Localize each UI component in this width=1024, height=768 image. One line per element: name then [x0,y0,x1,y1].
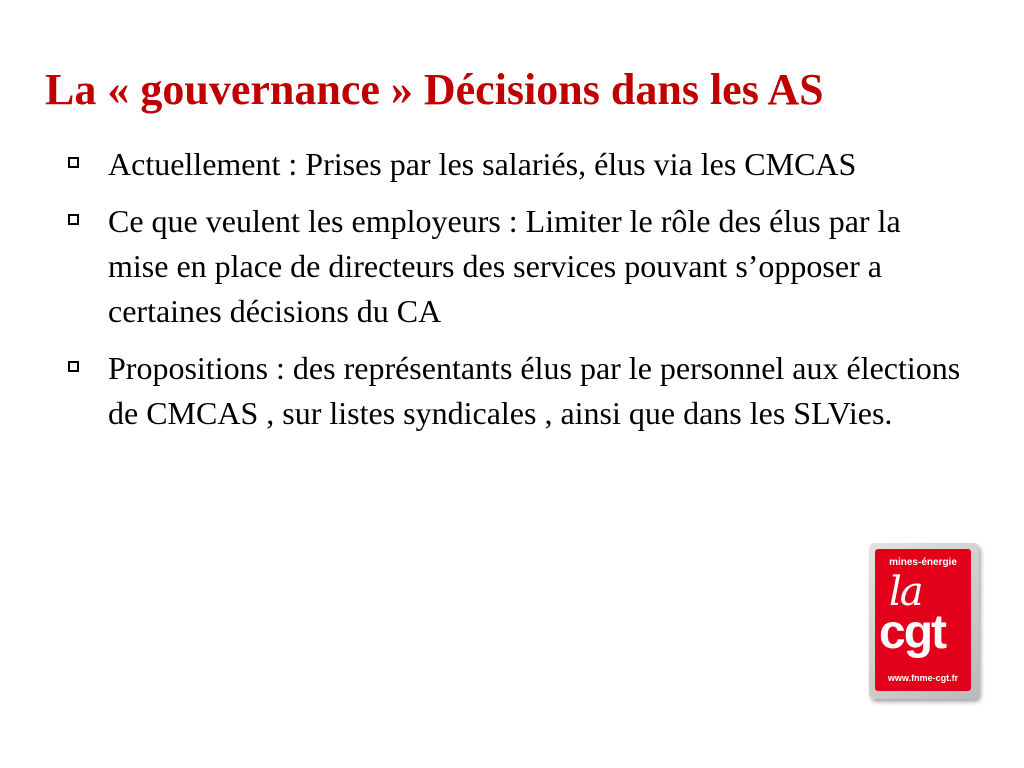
hollow-square-bullet-icon [68,361,79,372]
logo-cgt-text: cgt [879,606,945,659]
bullet-item [62,199,962,334]
hollow-square-bullet-icon [68,157,79,168]
bullet-item [62,346,962,436]
slide-title: La « gouvernance » Décisions dans les AS [45,65,824,114]
cgt-logo-badge [875,549,971,691]
logo-la-text: la [889,569,922,615]
bullet-text: Ce que veulent les employeurs : Limiter le rôle des élus par la mise en place de directeurs des services pouvant s’opposer a certaines décisions du CA [108,203,901,329]
bullet-list [62,142,962,448]
bullet-text: Actuellement : Prises par les salariés, élus via les CMCAS [108,146,857,182]
bullet-text: Propositions : des représentants élus par le personnel aux élections de CMCAS , sur listes syndicales , ainsi que dans les SLVies. [108,350,961,431]
logo-url-text: www.fnme-cgt.fr [887,673,959,683]
cgt-logo [869,543,979,699]
bullet-item [62,142,962,187]
logo-top-text: mines-énergie [889,557,957,568]
hollow-square-bullet-icon [68,214,79,225]
